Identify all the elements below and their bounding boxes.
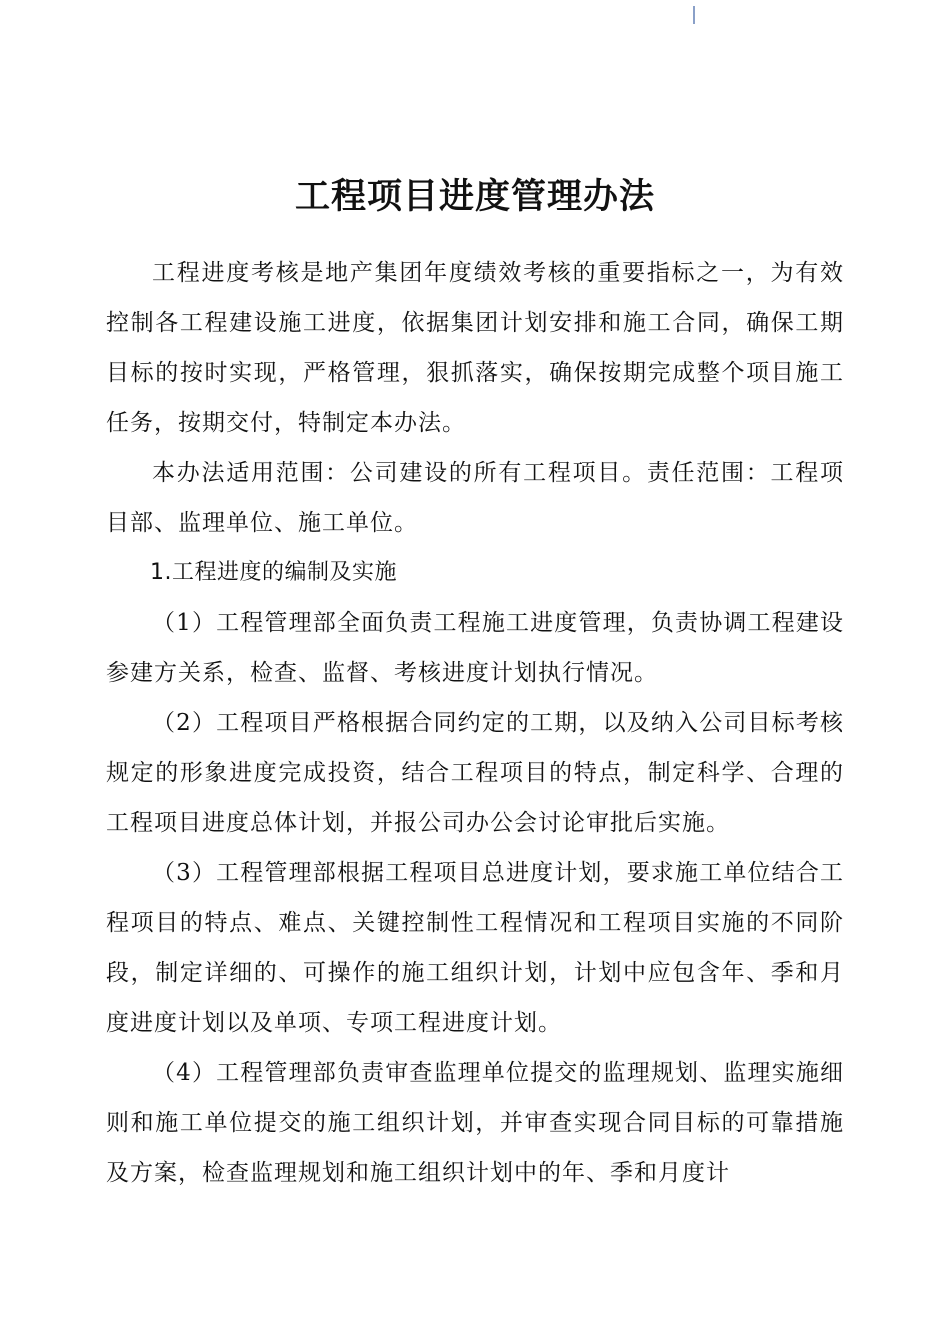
clause-1-paragraph: （1）工程管理部全面负责工程施工进度管理，负责协调工程建设参建方关系，检查、监督、考核进度计划执行情况。: [106, 610, 844, 686]
section-heading: 1.工程进度的编制及实施: [150, 560, 397, 585]
intro-paragraph: 工程进度考核是地产集团年度绩效考核的重要指标之一，为有效控制各工程建设施工进度，依据集团计划安排和施工合同，确保工期目标的按时实现，严格管理，狠抓落实，确保按期完成整个项目施工任务，按期交付，特制定本办法。: [106, 260, 844, 436]
document-title: 工程项目进度管理办法: [294, 177, 655, 218]
page-corner-marker: [693, 6, 695, 24]
clause-4-paragraph: （4）工程管理部负责审查监理单位提交的监理规划、监理实施细则和施工单位提交的施工组织计划，并审查实现合同目标的可靠措施及方案，检查监理规划和施工组织计划中的年、季和月度计: [106, 1060, 844, 1186]
scope-paragraph: 本办法适用范围：公司建设的所有工程项目。责任范围：工程项目部、监理单位、施工单位。: [106, 460, 844, 536]
clause-3-paragraph: （3）工程管理部根据工程项目总进度计划，要求施工单位结合工程项目的特点、难点、关键控制性工程情况和工程项目实施的不同阶段，制定详细的、可操作的施工组织计划，计划中应包含年、季和月度进度计划以及单项、专项工程进度计划。: [106, 860, 844, 1036]
document-body: [106, 248, 844, 1198]
clause-2-paragraph: （2）工程项目严格根据合同约定的工期，以及纳入公司目标考核规定的形象进度完成投资，结合工程项目的特点，制定科学、合理的工程项目进度总体计划，并报公司办公会讨论审批后实施。: [106, 710, 844, 836]
